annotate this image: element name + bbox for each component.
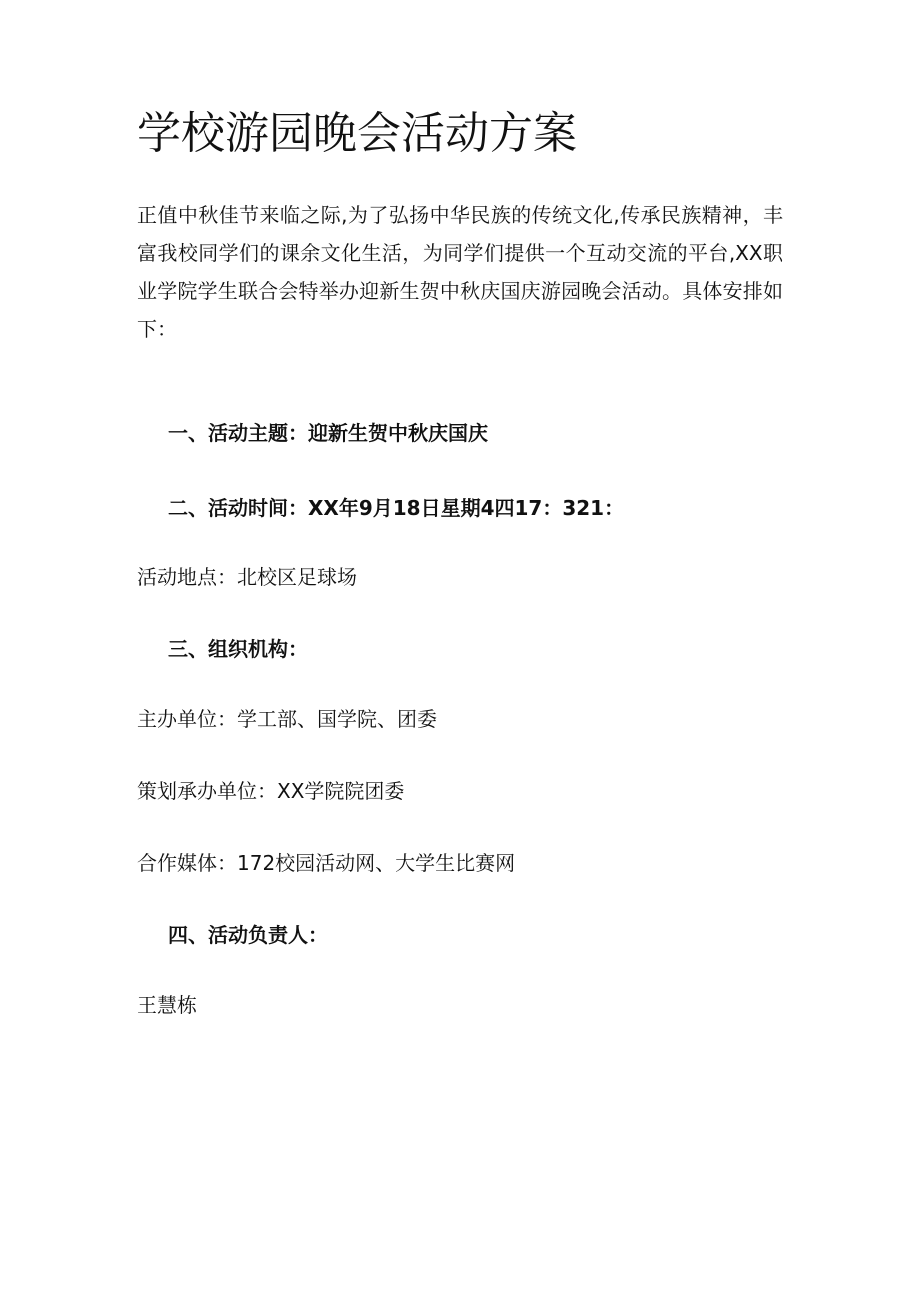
person-line: 王慧栋 — [137, 993, 197, 1017]
organizer-line: 策划承办单位：XX学院院团委 — [137, 779, 405, 803]
venue-line: 活动地点：北校区足球场 — [137, 565, 357, 589]
section-heading-organization: 三、组织机构： — [168, 637, 308, 661]
section-heading-person: 四、活动负责人： — [168, 923, 328, 947]
intro-paragraph: 正值中秋佳节来临之际,为了弘扬中华民族的传统文化,传承民族精神，丰富我校同学们的课余文化生活，为同学们提供一个互动交流的平台,XX职业学院学生联合会特举办迎新生贺中秋庆国庆游园晚会活动。具体安排如下： — [137, 203, 783, 341]
section-heading-theme: 一、活动主题：迎新生贺中秋庆国庆 — [168, 421, 488, 445]
host-line: 主办单位：学工部、国学院、团委 — [137, 707, 437, 731]
document-title: 学校游园晚会活动方案 — [137, 108, 577, 159]
media-line: 合作媒体：172校园活动网、大学生比赛网 — [137, 851, 516, 875]
section-heading-time: 二、活动时间：XX年9月18日星期4四17：321： — [168, 496, 625, 520]
